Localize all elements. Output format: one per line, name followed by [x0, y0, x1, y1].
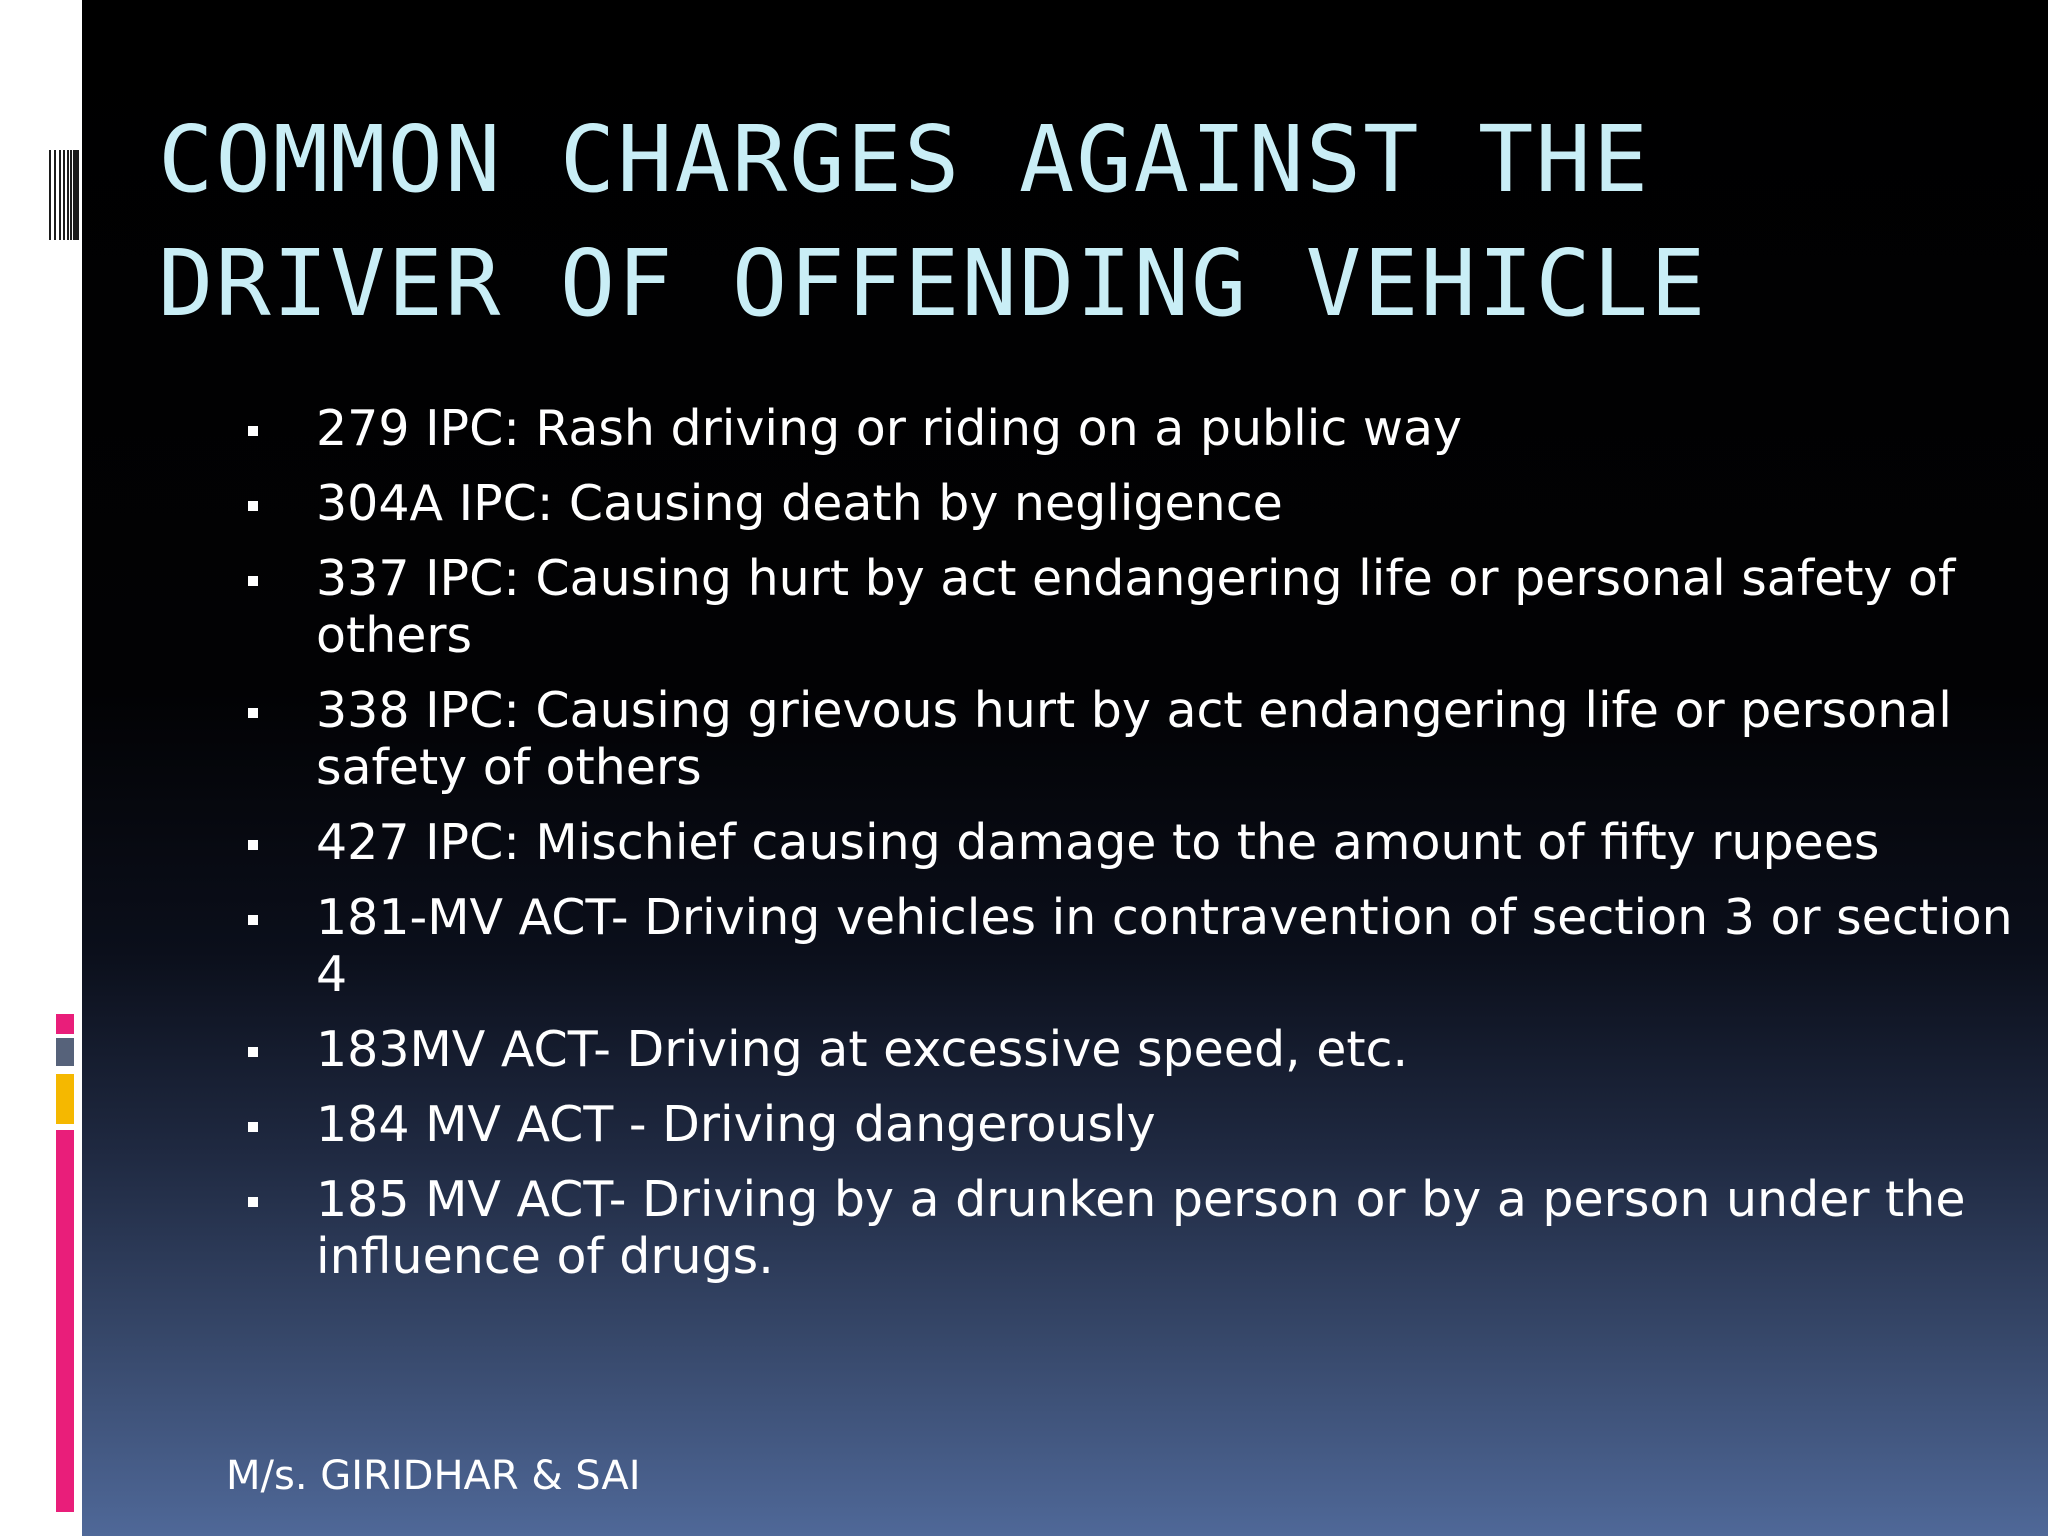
list-item: [240, 889, 2030, 1003]
accent-bar-yellow: [56, 1074, 74, 1124]
slide-content: [82, 0, 2048, 1536]
list-item-text: 181-MV ACT- Driving vehicles in contravention of section 3 or section 4: [316, 889, 2013, 1003]
bullet-square-icon: [248, 1047, 258, 1057]
list-item: [240, 1021, 2030, 1078]
slide-title: COMMON CHARGES AGAINST THE DRIVER OF OFFENDING VEHICLE: [158, 106, 1708, 337]
list-item-text: 279 IPC: Rash driving or riding on a public way: [316, 400, 1462, 457]
list-item-text: 183MV ACT- Driving at excessive speed, etc.: [316, 1021, 1409, 1078]
charges-list: [240, 400, 2030, 1303]
accent-bar-pink-top: [56, 1014, 74, 1034]
list-item-text: 304A IPC: Causing death by negligence: [316, 475, 1283, 532]
list-item: [240, 1096, 2030, 1153]
bullet-square-icon: [248, 576, 258, 586]
list-item: [240, 682, 2030, 796]
bullet-square-icon: [248, 1197, 258, 1207]
bullet-square-icon: [248, 1122, 258, 1132]
list-item: [240, 550, 2030, 664]
bullet-square-icon: [248, 426, 258, 436]
list-item-text: 184 MV ACT - Driving dangerously: [316, 1096, 1156, 1153]
slide-footer: M/s. GIRIDHAR & SAI: [226, 1453, 641, 1499]
list-item-text: 427 IPC: Mischief causing damage to the amount of fifty rupees: [316, 814, 1880, 871]
bullet-square-icon: [248, 501, 258, 511]
bullet-square-icon: [248, 915, 258, 925]
list-item: [240, 1171, 2030, 1285]
decorative-lines: [49, 150, 79, 240]
list-item-text: 337 IPC: Causing hurt by act endangering life or personal safety of others: [316, 550, 1956, 664]
bullet-square-icon: [248, 708, 258, 718]
list-item: [240, 814, 2030, 871]
accent-bars: [56, 1014, 74, 1512]
accent-bar-pink: [56, 1130, 74, 1512]
left-decor-strip: [0, 0, 82, 1536]
accent-bar-gray: [56, 1038, 74, 1066]
list-item: [240, 400, 2030, 457]
list-item: [240, 475, 2030, 532]
list-item-text: 338 IPC: Causing grievous hurt by act endangering life or personal safety of others: [316, 682, 1952, 796]
list-item-text: 185 MV ACT- Driving by a drunken person or by a person under the influence of drugs.: [316, 1171, 1966, 1285]
bullet-square-icon: [248, 840, 258, 850]
